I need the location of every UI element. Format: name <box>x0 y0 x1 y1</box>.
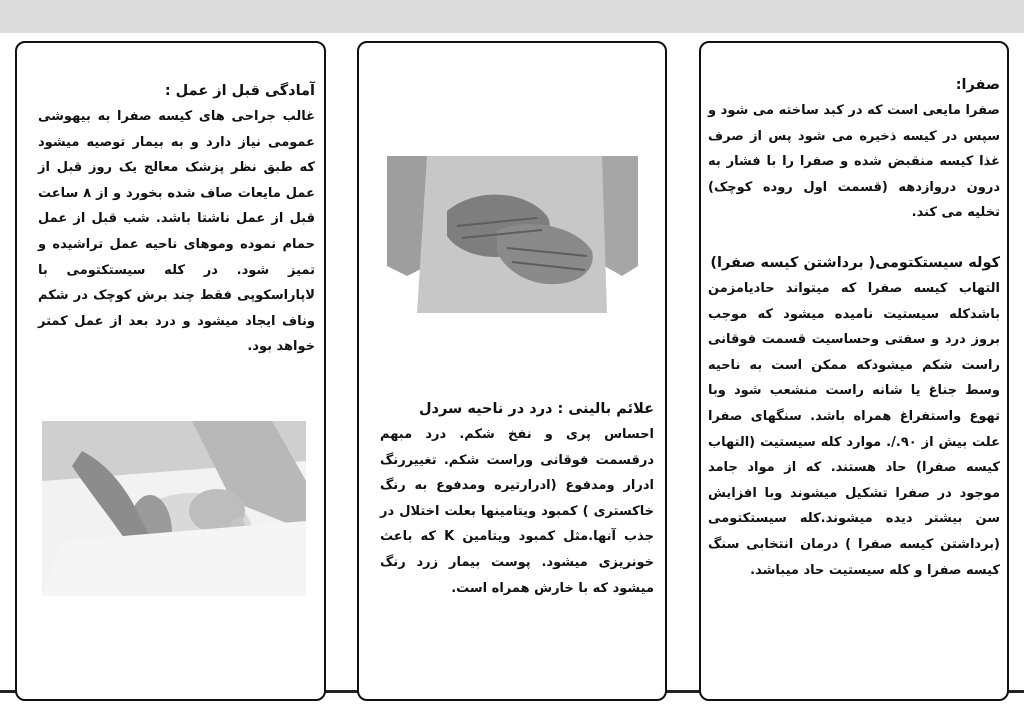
cholecystectomy-text: التهاب کیسه صفرا که میتواند حادیامزمن باشدکله سیستیت نامیده میشود که موجب بروز درد و سفتی وحساسیت قسمت فوقانی راست شکم میشودکه ممکن است به ناحیه وسط جناغ یا شانه راست منشعب شود وبا تهوع واستفراغ همراه باشد. سنگهای صفرا علت بیش از ۹۰./. موارد کله سیستیت (التهاب کیسه صفرا) حاد هستند. که از مواد جامد موجود در صفرا تشکیل میشوند وبا افزایش سن بیشتر دیده میشوند.کله سیستکتومی (برداشتن کیسه صفرا ) درمان انتخابی سنگ کیسه صفرا و کله سیستیت حاد میباشد. <box>708 280 1000 578</box>
bile-section <box>708 72 1000 583</box>
preparation-heading: آمادگی قبل از عمل : <box>164 83 315 99</box>
top-bar <box>0 0 1024 33</box>
bile-text: صفرا مایعی است که در کبد ساخته می شود و سپس در کیسه ذخیره می شود پس از صرف غذا کیسه منقبض شده و صفرا را با فشار به درون دروازدهه (قسمت اول روده کوچک) تخلیه می کند. <box>708 103 1000 221</box>
symptoms-section <box>380 396 654 601</box>
panel-symptoms <box>357 41 667 701</box>
symptoms-text: احساس پری و نفخ شکم. درد مبهم درقسمت فوقانی وراست شکم. تغییررنگ ادرار ومدفوع (ادرارتیره ومدفوع به رنگ خاکستری ) کمبود ویتامینها بعلت اختلال در جذب آنها.مثل کمبود ویتامین K که باعث خونریزی میشود. پوست بیمار زرد رنگ میشود که با خارش همراه است. <box>380 427 654 596</box>
preparation-section <box>38 78 315 360</box>
cholecystectomy-heading: کوله سیستکتومی( برداشتن کیسه صفرا) <box>710 254 1000 271</box>
abdominal-pain-photo <box>387 156 638 313</box>
bile-heading: صفرا: <box>955 77 1000 93</box>
anesthesia-mask-photo <box>42 421 306 596</box>
symptoms-heading: علائم بالینی : درد در ناحیه سردل <box>418 401 654 417</box>
preparation-text: غالب جراحی های کیسه صفرا به بیهوشی عمومی نیاز دارد و به بیمار توصیه میشود که طبق نظر پزشک معالج یک روز قبل از عمل مایعات صاف شده بخورد و از ۸ ساعت قبل از عمل ناشتا باشد. شب قبل از عمل حمام نموده وموهای ناحیه عمل تراشیده و تمیز شود. در کله سیستکتومی با لاپاراسکوپی فقط چند برش کوچک در شکم وناف ایجاد میشود و درد بعد از عمل کمتر خواهد بود. <box>38 109 315 355</box>
